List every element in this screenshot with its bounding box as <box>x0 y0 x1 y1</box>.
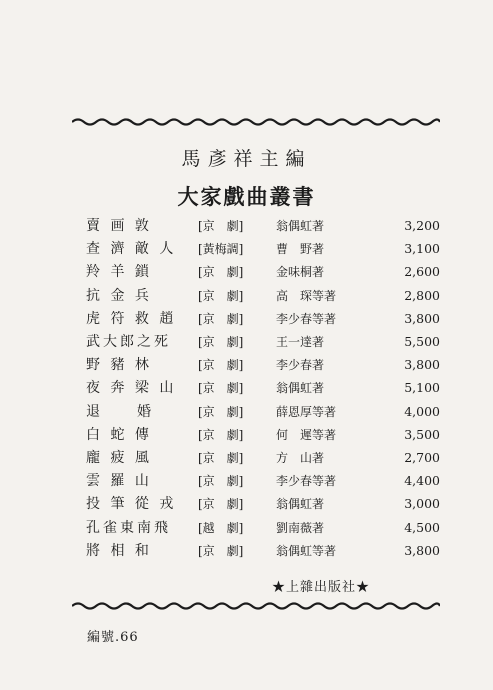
book-genre: [京 劇] <box>198 404 244 419</box>
book-price: 3,000 <box>404 496 440 512</box>
book-genre: [黃梅調] <box>198 242 244 257</box>
book-price: 3,100 <box>404 241 440 257</box>
book-title: 查 濟 敵 人 <box>86 241 177 258</box>
book-author: 李少春著 <box>276 358 325 373</box>
book-author: 翁偶虹著 <box>276 219 325 233</box>
book-title: 孔雀東南飛 <box>86 519 171 536</box>
book-author: 王一達著 <box>276 335 325 349</box>
book-genre: [京 劇] <box>198 427 244 442</box>
book-row <box>0 540 493 562</box>
book-title: 龐 疲 風 <box>86 450 152 466</box>
book-title: 賣 画 敦 <box>86 218 152 234</box>
book-author: 李少春等著 <box>276 474 337 489</box>
book-author: 金味桐著 <box>276 265 325 280</box>
bottom-decorative-rule <box>72 600 440 612</box>
book-title: 武大郎之死 <box>86 334 171 350</box>
book-row <box>0 285 493 307</box>
book-price: 5,100 <box>404 380 440 396</box>
book-title: 抗 金 兵 <box>86 287 152 304</box>
book-genre: [京 劇] <box>198 335 244 349</box>
book-price: 2,800 <box>404 287 440 303</box>
book-row <box>0 354 493 376</box>
book-row <box>0 424 493 446</box>
book-title: 將 相 和 <box>86 542 152 559</box>
book-author: 李少春等著 <box>276 311 337 326</box>
editor-credit: 馬彥祥主編 <box>181 148 312 170</box>
book-row <box>0 331 493 353</box>
book-author: 翁偶虹等著 <box>276 543 337 558</box>
book-genre: [京 劇] <box>198 381 244 396</box>
book-author: 翁偶虹著 <box>276 381 325 396</box>
book-title: 虎 符 救 趙 <box>86 310 177 327</box>
book-title: 野 豬 林 <box>86 357 152 374</box>
book-author: 劉南薇著 <box>276 520 325 535</box>
book-title: 夜 奔 梁 山 <box>86 380 177 397</box>
book-row <box>0 377 493 399</box>
book-row <box>0 447 493 469</box>
book-price: 2,600 <box>404 264 440 280</box>
book-title: 白 蛇 傳 <box>86 426 152 443</box>
book-author: 薛恩厚等著 <box>276 404 337 419</box>
book-price: 5,500 <box>404 334 440 349</box>
book-row <box>0 401 493 423</box>
book-author: 何 遲等著 <box>276 427 337 442</box>
book-title: 羚 羊 鎖 <box>86 264 152 281</box>
book-price: 3,800 <box>404 357 440 373</box>
book-genre: [京 劇] <box>198 265 244 280</box>
book-price: 2,700 <box>404 450 440 465</box>
book-author: 方 山著 <box>276 451 325 465</box>
book-title: 雲 羅 山 <box>86 473 152 490</box>
book-price: 4,000 <box>404 403 440 419</box>
book-price: 4,500 <box>404 519 440 535</box>
book-genre: [京 劇] <box>198 543 244 558</box>
series-title: 大家戲曲叢書 <box>177 184 316 209</box>
book-row <box>0 261 493 283</box>
book-price: 3,200 <box>404 218 440 233</box>
book-author: 曹 野著 <box>276 242 325 257</box>
top-decorative-rule <box>72 116 440 128</box>
book-price: 3,800 <box>404 542 440 558</box>
book-genre: [京 劇] <box>198 311 244 326</box>
book-author: 翁偶虹著 <box>276 497 325 512</box>
book-genre: [越 劇] <box>198 520 244 535</box>
book-row <box>0 493 493 515</box>
book-genre: [京 劇] <box>198 358 244 373</box>
book-title: 退 婚 <box>86 403 154 420</box>
book-price: 4,400 <box>404 473 440 489</box>
book-price: 3,500 <box>404 426 440 442</box>
book-row <box>0 238 493 260</box>
book-genre: [京 劇] <box>198 474 244 489</box>
catalog-number: 編號.66 <box>87 630 139 645</box>
book-genre: [京 劇] <box>198 219 244 233</box>
book-genre: [京 劇] <box>198 451 244 465</box>
book-genre: [京 劇] <box>198 288 244 303</box>
book-row <box>0 517 493 539</box>
book-genre: [京 劇] <box>198 497 244 512</box>
book-row <box>0 308 493 330</box>
book-title: 投 筆 從 戎 <box>86 496 177 513</box>
book-author: 高 琛等著 <box>276 288 337 303</box>
book-row <box>0 470 493 492</box>
book-price: 3,800 <box>404 310 440 326</box>
book-row <box>0 215 493 237</box>
publisher-name: ★上雜出版社★ <box>272 580 371 595</box>
